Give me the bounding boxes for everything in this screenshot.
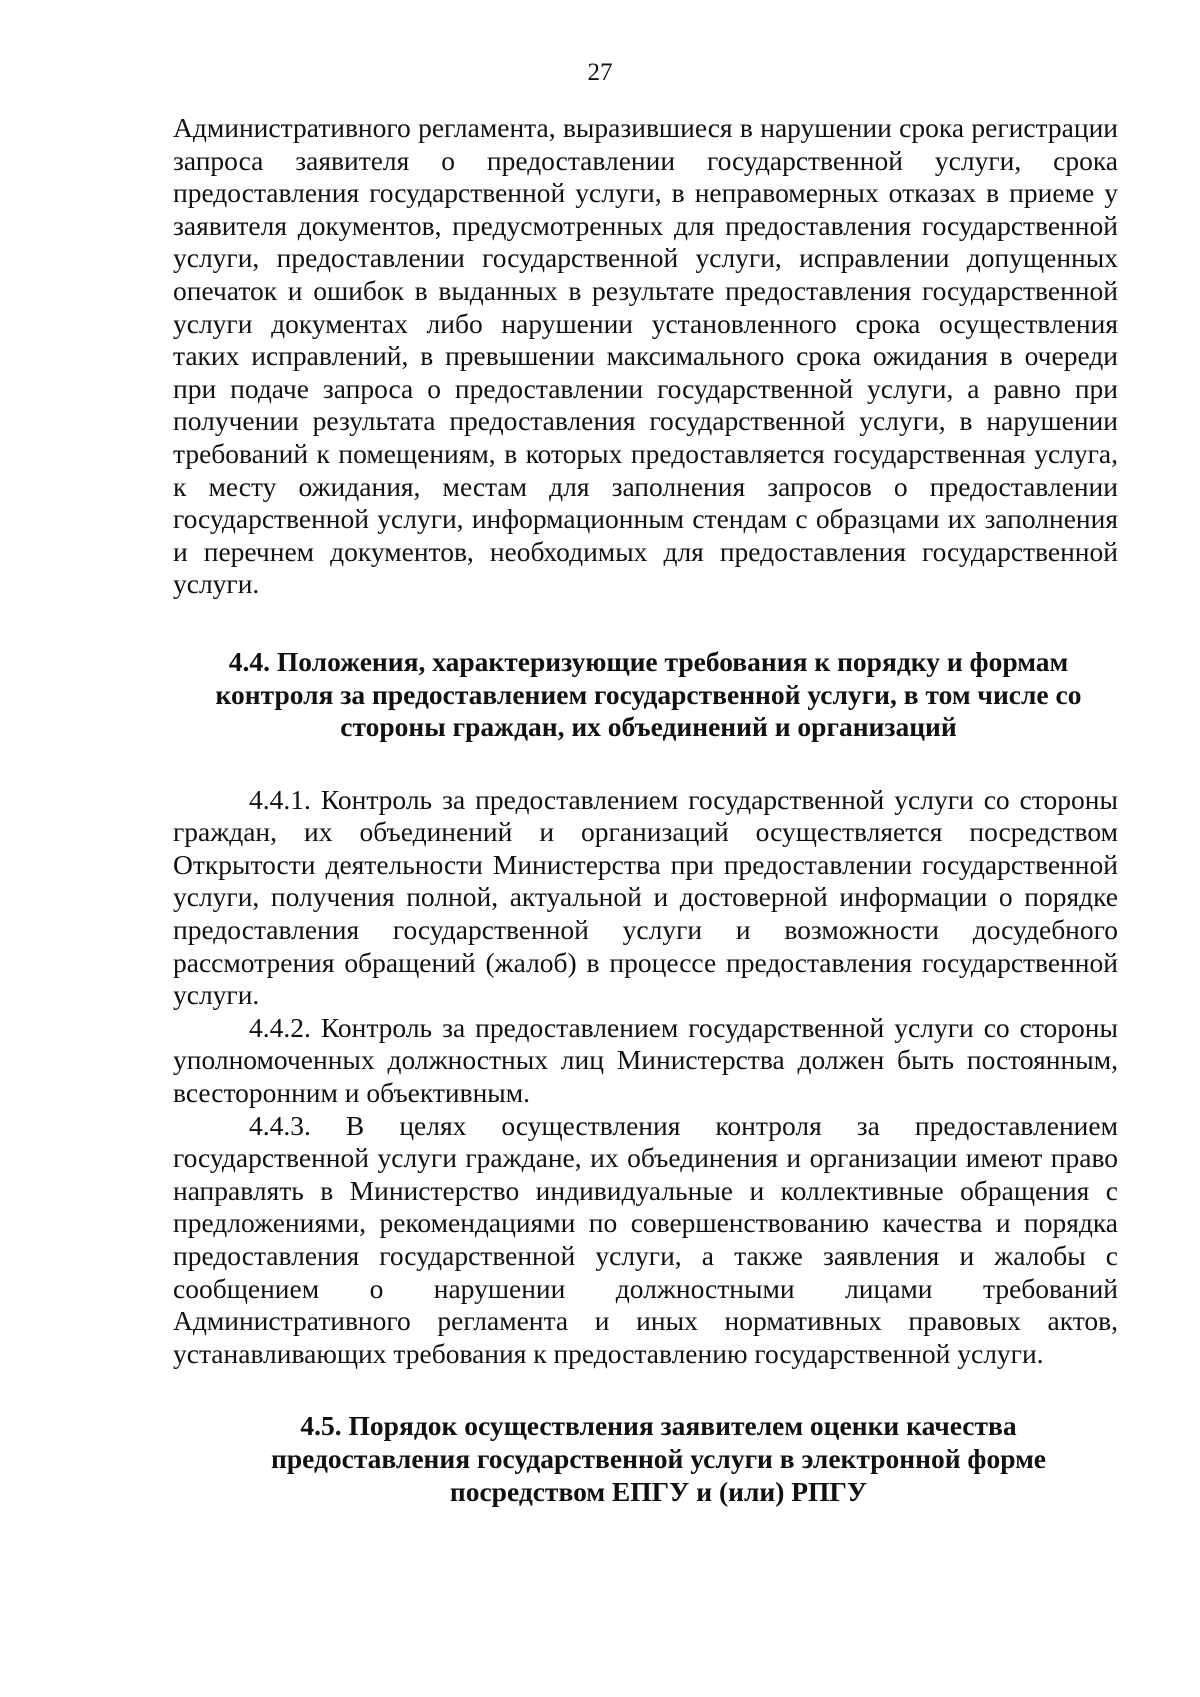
- paragraph-4-4-3: 4.4.3. В целях осуществления контроля за предоставлением государственной услуги граждане, их объединения и организации имеют право направлять в Министерство индивидуальные и коллективные обращения с предложениями, рекомендациями по совершенствованию качества и порядка предоставления государственной услуги, а также заявления и жалобы с сообщением о нарушении должностными лицами требований Административного регламента и иных нормативных правовых актов, устанавливающих требования к предоставлению государственной услуги.: [173, 1109, 1118, 1369]
- paragraph-4-4-1: 4.4.1. Контроль за предоставлением государственной услуги со стороны граждан, их объединений и организаций осуществляется посредством Открытости деятельности Министерства при предоставлении государственной услуги, получения полной, актуальной и достоверной информации о порядке предоставления государственной услуги и возможности досудебного рассмотрения обращений (жалоб) в процессе предоставления государственной услуги.: [173, 783, 1118, 1011]
- section-heading-4-4: 4.4. Положения, характеризующие требования к порядку и формам контроля за предоставлением государственной услуги, в том числе со стороны граждан, их объединений и организаций: [215, 645, 1082, 743]
- page-number: 27: [587, 59, 613, 86]
- section-heading-4-5: 4.5. Порядок осуществления заявителем оценки качества предоставления государственной услуги в электронной форме посредством ЕПГУ и (или) РПГУ: [270, 1410, 1047, 1507]
- document-body: [173, 112, 1118, 1508]
- paragraph-4-4-2: 4.4.2. Контроль за предоставлением государственной услуги со стороны уполномоченных должностных лиц Министерства должен быть постоянным, всесторонним и объективным.: [173, 1011, 1118, 1109]
- paragraph-continuation: Административного регламента, выразившиеся в нарушении срока регистрации запроса заявителя о предоставлении государственной услуги, срока предоставления государственной услуги, в неправомерных отказах в приеме у заявителя документов, предусмотренных для предоставления государственной услуги, предоставлении государственной услуги, исправлении допущенных опечаток и ошибок в выданных в результате предоставления государственной услуги документах либо нарушении установленного срока осуществления таких исправлений, в превышении максимального срока ожидания в очереди при подаче запроса о предоставлении государственной услуги, а равно при получении результата предоставления государственной услуги, в нарушении требований к помещениям, в которых предоставляется государственная услуга, к месту ожидания, местам для заполнения запросов о предоставлении государственной услуги, информационным стендам с образцами их заполнения и перечнем документов, необходимых для предоставления государственной услуги.: [173, 112, 1118, 600]
